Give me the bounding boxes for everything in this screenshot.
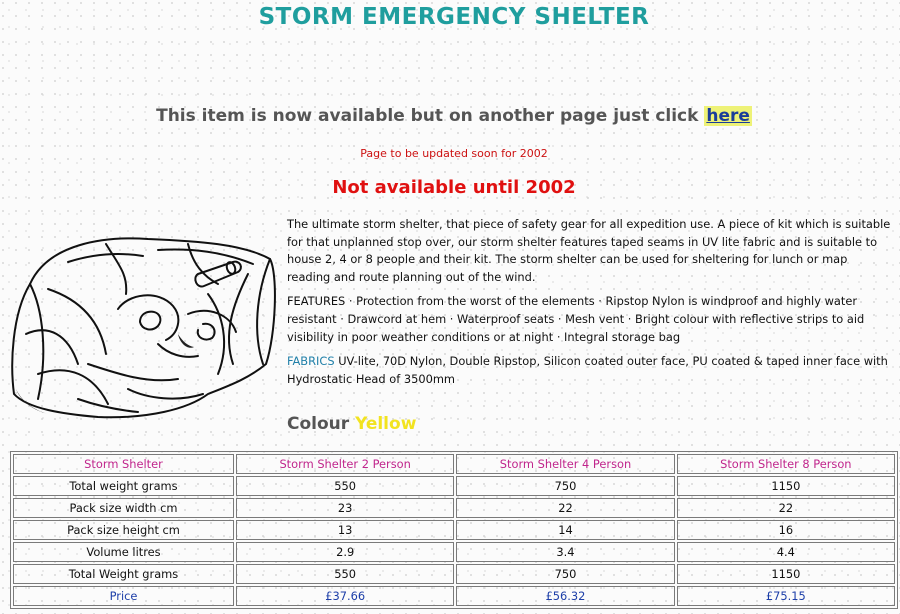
- table-cell: 750: [456, 476, 674, 496]
- fabrics-label: FABRICS: [287, 354, 335, 369]
- storm-shelter-illustration: [8, 214, 280, 428]
- features-paragraph: FEATURES · Protection from the worst of the elements · Ripstop Nylon is windproof and highly water resistant · Drawcord at hem · Waterproof seats · Mesh vent · Bright colour with reflective strips to aid visibility in poor weather conditions or at night · Integral storage bag: [287, 294, 865, 344]
- table-row: [13, 542, 895, 562]
- colour-value: Yellow: [355, 414, 417, 434]
- table-cell: 2.9: [236, 542, 454, 562]
- table-row: [13, 520, 895, 540]
- row-label: Total weight grams: [13, 476, 234, 496]
- intro-paragraph: The ultimate storm shelter, that piece of safety gear for all expedition use. A piece of kit which is suitable for that unplanned stop over, our storm shelter features taped seams in UV lite fabric and is suitable to house 2, 4 or 8 people and their kit. The storm shelter can be used for sheltering for lunch or map reading and route planning out of the wind.: [287, 217, 891, 284]
- colour-line: [287, 414, 416, 434]
- price-row: [13, 586, 895, 606]
- price-label: Price: [13, 586, 234, 606]
- specs-table: [10, 451, 898, 609]
- table-cell: 22: [456, 498, 674, 518]
- product-description: [287, 216, 893, 395]
- table-row: [13, 498, 895, 518]
- price-cell: £56.32: [456, 586, 674, 606]
- table-header-cell: Storm Shelter 4 Person: [456, 454, 674, 474]
- table-row: [13, 476, 895, 496]
- not-available-heading: Not available until 2002: [332, 177, 576, 198]
- price-cell: £75.15: [677, 586, 895, 606]
- table-cell: 550: [236, 564, 454, 584]
- table-cell: 3.4: [456, 542, 674, 562]
- table-cell: 14: [456, 520, 674, 540]
- table-header-row: [13, 454, 895, 474]
- colour-label: Colour: [287, 414, 356, 434]
- row-label: Volume litres: [13, 542, 234, 562]
- table-cell: 13: [236, 520, 454, 540]
- price-cell: £37.66: [236, 586, 454, 606]
- table-cell: 750: [456, 564, 674, 584]
- table-cell: 16: [677, 520, 895, 540]
- update-note: Page to be updated soon for 2002: [360, 147, 548, 160]
- table-cell: 4.4: [677, 542, 895, 562]
- row-label: Total Weight grams: [13, 564, 234, 584]
- table-header-cell: Storm Shelter 8 Person: [677, 454, 895, 474]
- here-link[interactable]: here: [706, 106, 750, 126]
- page-title: STORM EMERGENCY SHELTER: [258, 4, 650, 30]
- table-cell: 550: [236, 476, 454, 496]
- table-row: [13, 564, 895, 584]
- row-label: Pack size width cm: [13, 498, 234, 518]
- row-label: Pack size height cm: [13, 520, 234, 540]
- table-header-cell: Storm Shelter 2 Person: [236, 454, 454, 474]
- table-cell: 1150: [677, 564, 895, 584]
- availability-notice: [0, 106, 900, 126]
- table-cell: 1150: [677, 476, 895, 496]
- fabrics-text: UV-lite, 70D Nylon, Double Ripstop, Silicon coated outer face, PU coated & taped inner face with Hydrostatic Head of 3500mm: [287, 354, 888, 386]
- fabrics-paragraph: [287, 353, 893, 388]
- table-header-cell: Storm Shelter: [13, 454, 234, 474]
- notice-text: This item is now available but on another page just click: [156, 106, 699, 126]
- table-cell: 23: [236, 498, 454, 518]
- table-cell: 22: [677, 498, 895, 518]
